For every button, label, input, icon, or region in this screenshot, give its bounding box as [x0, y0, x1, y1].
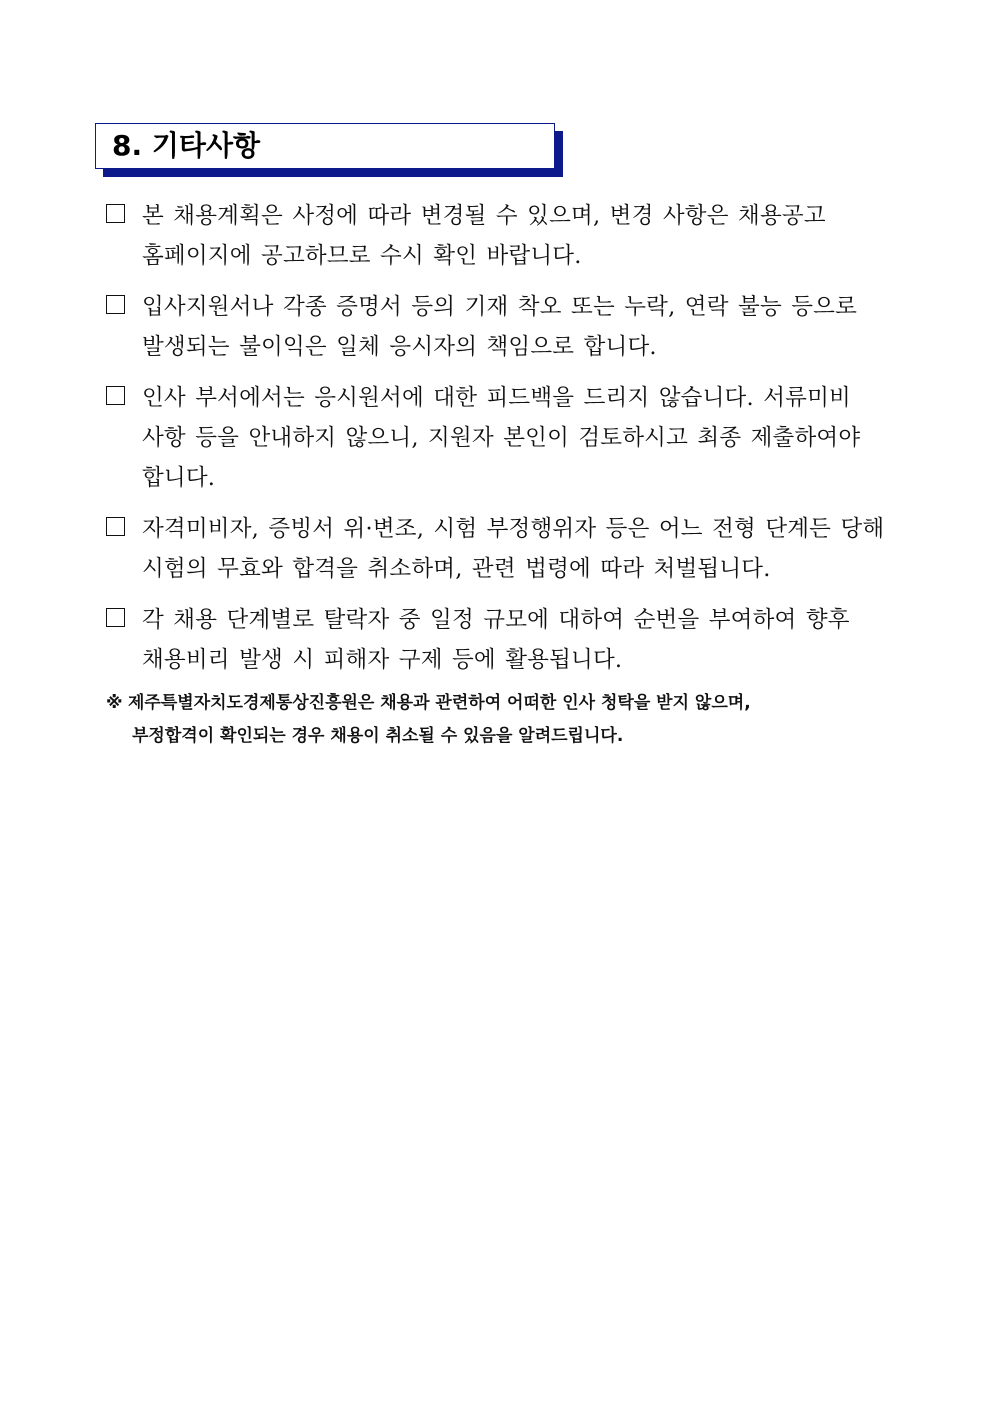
notice-line: 자격미비자, 증빙서 위·변조, 시험 부정행위자 등은 어느 전형 단계든 당해 [142, 516, 885, 542]
section-title: 8. 기타사항 [112, 129, 261, 162]
notice-item [106, 509, 906, 589]
notice-line: 채용비리 발생 시 피해자 구제 등에 활용됩니다. [142, 647, 623, 673]
checkbox-icon [106, 608, 125, 627]
notice-list [106, 196, 906, 691]
footnote-line: 제주특별자치도경제통상진흥원은 채용과 관련하여 어떠한 인사 청탁을 받지 않으며, [128, 693, 751, 713]
notice-line: 입사지원서나 각종 증명서 등의 기재 착오 또는 누락, 연락 불능 등으로 [142, 294, 858, 320]
checkbox-icon [106, 295, 125, 314]
checkbox-icon [106, 204, 125, 223]
notice-line: 인사 부서에서는 응시원서에 대한 피드백을 드리지 않습니다. 서류미비 [142, 385, 851, 411]
notice-line: 시험의 무효와 합격을 취소하며, 관련 법령에 따라 처벌됩니다. [142, 556, 771, 582]
notice-line: 발생되는 불이익은 일체 응시자의 책임으로 합니다. [142, 334, 657, 360]
notice-item [106, 378, 906, 498]
notice-line: 각 채용 단계별로 탈락자 중 일정 규모에 대하여 순번을 부여하여 향후 [142, 607, 850, 633]
notice-item-text [142, 196, 906, 276]
footnote [106, 687, 866, 753]
notice-line: 홈페이지에 공고하므로 수시 확인 바랍니다. [142, 243, 582, 269]
notice-item [106, 600, 906, 680]
footnote-line: 부정합격이 확인되는 경우 채용이 취소될 수 있음을 알려드립니다. [132, 726, 624, 746]
notice-line: 합니다. [142, 465, 216, 491]
reference-mark-icon: ※ [106, 693, 123, 713]
checkbox-icon [106, 386, 125, 405]
notice-line: 본 채용계획은 사정에 따라 변경될 수 있으며, 변경 사항은 채용공고 [142, 203, 826, 229]
notice-item [106, 196, 906, 276]
notice-item-text [142, 600, 906, 680]
notice-item-text [142, 509, 906, 589]
notice-line: 사항 등을 안내하지 않으니, 지원자 본인이 검토하시고 최종 제출하여야 [142, 425, 861, 451]
section-header [95, 123, 555, 169]
checkbox-icon [106, 517, 125, 536]
notice-item-text [142, 378, 906, 498]
notice-item-text [142, 287, 906, 367]
notice-item [106, 287, 906, 367]
section-header-box [95, 123, 555, 169]
